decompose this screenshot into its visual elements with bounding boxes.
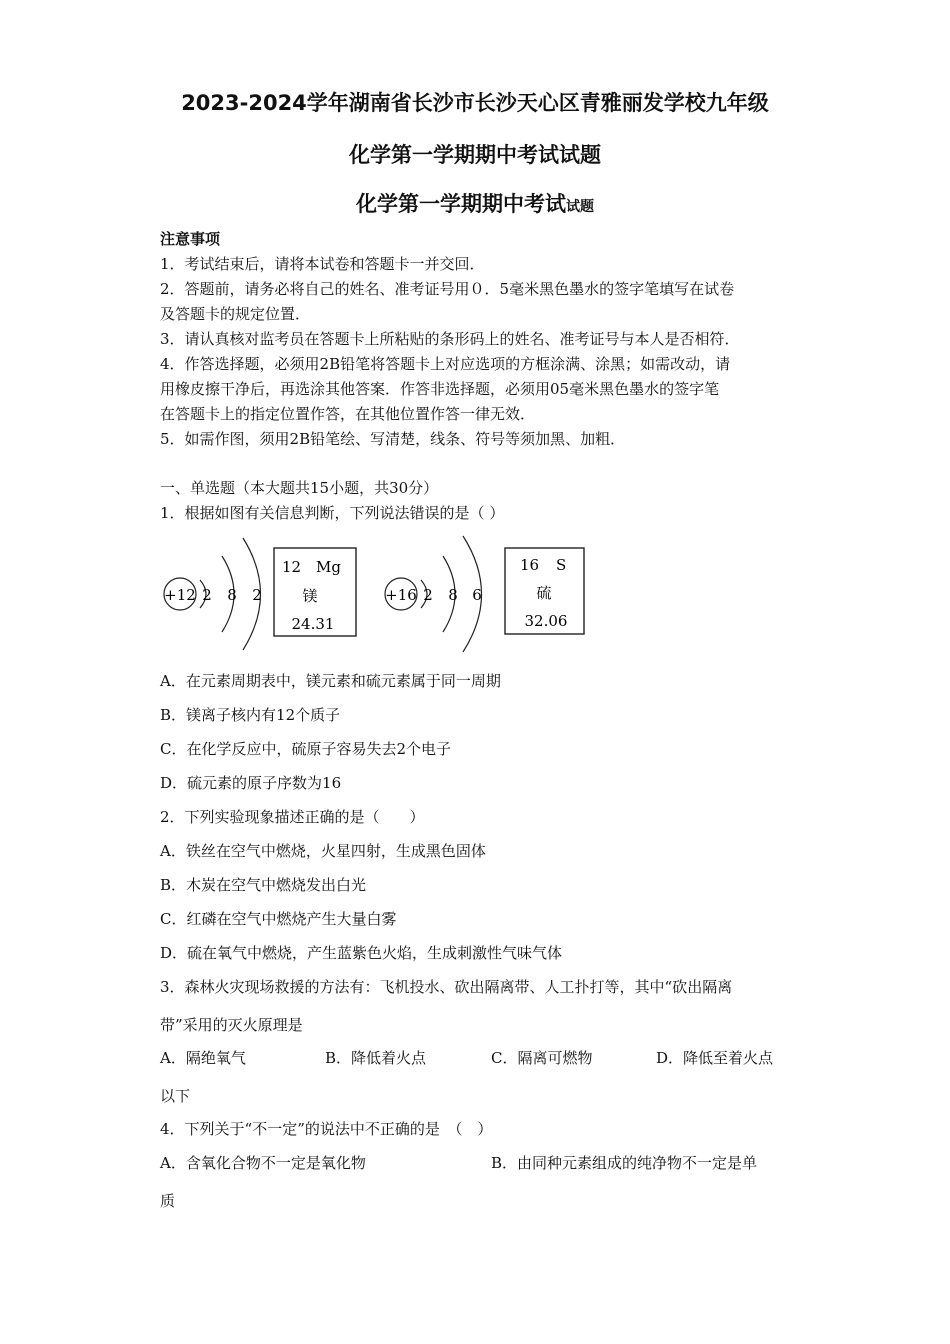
question-4-option[interactable]: B．由同种元素组成的纯净物不一定是单	[491, 1154, 758, 1172]
notice-line: 5．如需作图，须用2B铅笔绘、写清楚，线条、符号等须加黑、加粗．	[160, 430, 626, 448]
doc-title-line3	[0, 188, 950, 218]
s-shell-electrons: 2	[423, 586, 433, 604]
question-2-option[interactable]: B．木炭在空气中燃烧发出白光	[160, 876, 367, 894]
doc-title-line2: 化学第一学期期中考试试题	[349, 143, 601, 167]
question-1-option[interactable]: B．镁离子核内有12个质子	[160, 706, 341, 724]
question-3-option[interactable]: D．降低至着火点	[656, 1049, 774, 1067]
s-shell-electrons: 6	[472, 586, 482, 604]
question-3-option[interactable]: B．降低着火点	[325, 1049, 427, 1067]
notice-line: 及答题卡的规定位置．	[160, 305, 311, 323]
notice-line: 4．作答选择题，必须用2B铅笔将答题卡上对应选项的方框涂满、涂黑；如需改动，请	[160, 355, 731, 373]
question-3-option[interactable]: A．隔绝氧气	[160, 1049, 246, 1067]
mg-shell-electrons: 2	[252, 586, 262, 604]
s-name: 硫	[536, 584, 552, 602]
question-1-stem: 1．根据如图有关信息判断，下列说法错误的是（ ）	[160, 504, 505, 522]
question-2-stem: 2．下列实验现象描述正确的是（ ）	[160, 808, 425, 826]
notice-line: 1．考试结束后，请将本试卷和答题卡一并交回．	[160, 255, 485, 273]
notice-line: 用橡皮擦干净后，再选涂其他答案．作答非选择题，必须用05毫米黑色墨水的签字笔	[160, 380, 720, 398]
mg-nucleus-charge: +12	[164, 586, 196, 604]
doc-title-line3-main: 化学第一学期期中考试	[356, 192, 566, 216]
question-4-stem: 4．下列关于“不一定”的说法中不正确的是 （ ）	[160, 1120, 493, 1138]
notice-line: 3．请认真核对监考员在答题卡上所粘贴的条形码上的姓名、准考证号与本人是否相符．	[160, 330, 740, 348]
s-nucleus-charge: +16	[385, 586, 417, 604]
mg-atomic-number: 12	[282, 558, 302, 576]
question-3-stem-cont: 带”采用的灭火原理是	[160, 1016, 303, 1034]
doc-title-line3-small: 试题	[566, 199, 594, 215]
question-2-option[interactable]: C．红磷在空气中燃烧产生大量白雾	[160, 910, 397, 928]
mg-shell-electrons: 8	[227, 586, 237, 604]
mg-atomic-mass: 24.31	[291, 615, 335, 633]
section-heading: 一、单选题（本大题共15小题，共30分）	[160, 479, 439, 497]
question-3-option[interactable]: C．隔离可燃物	[491, 1049, 593, 1067]
question-2-option[interactable]: D．硫在氧气中燃烧，产生蓝紫色火焰，生成刺激性气味气体	[160, 944, 563, 962]
question-3-stem: 3．森林火灾现场救援的方法有：飞机投水、砍出隔离带、人工扑打等，其中“砍出隔离	[160, 978, 733, 996]
mg-symbol: Mg	[316, 558, 341, 576]
question-4-option[interactable]: A．含氧化合物不一定是氧化物	[160, 1154, 366, 1172]
s-symbol: S	[556, 556, 567, 574]
question-1-option[interactable]: C．在化学反应中，硫原子容易失去2个电子	[160, 740, 452, 758]
mg-name: 镁	[302, 587, 318, 605]
question-2-option[interactable]: A．铁丝在空气中燃烧，火星四射，生成黑色固体	[160, 842, 486, 860]
mg-shell-electrons: 2	[202, 586, 212, 604]
doc-title-line1: 2023-2024学年湖南省长沙市长沙天心区青雅丽发学校九年级	[181, 91, 769, 115]
s-atomic-number: 16	[520, 556, 540, 574]
question-1-option[interactable]: D．硫元素的原子序数为16	[160, 774, 342, 792]
atom-structure-figure	[150, 528, 600, 658]
s-shell-electrons: 8	[448, 586, 458, 604]
notice-line: 在答题卡上的指定位置作答，在其他位置作答一律无效．	[160, 405, 536, 423]
question-3-option-wrap: 以下	[160, 1087, 191, 1105]
notice-line: 2．答题前，请务必将自己的姓名、准考证号用０．5毫米黑色墨水的签字笔填写在试卷	[160, 280, 735, 298]
question-4-option-wrap: 质	[160, 1192, 176, 1210]
notice-heading: 注意事项	[160, 230, 221, 248]
s-atomic-mass: 32.06	[524, 612, 568, 630]
question-1-option[interactable]: A．在元素周期表中，镁元素和硫元素属于同一周期	[160, 672, 501, 690]
